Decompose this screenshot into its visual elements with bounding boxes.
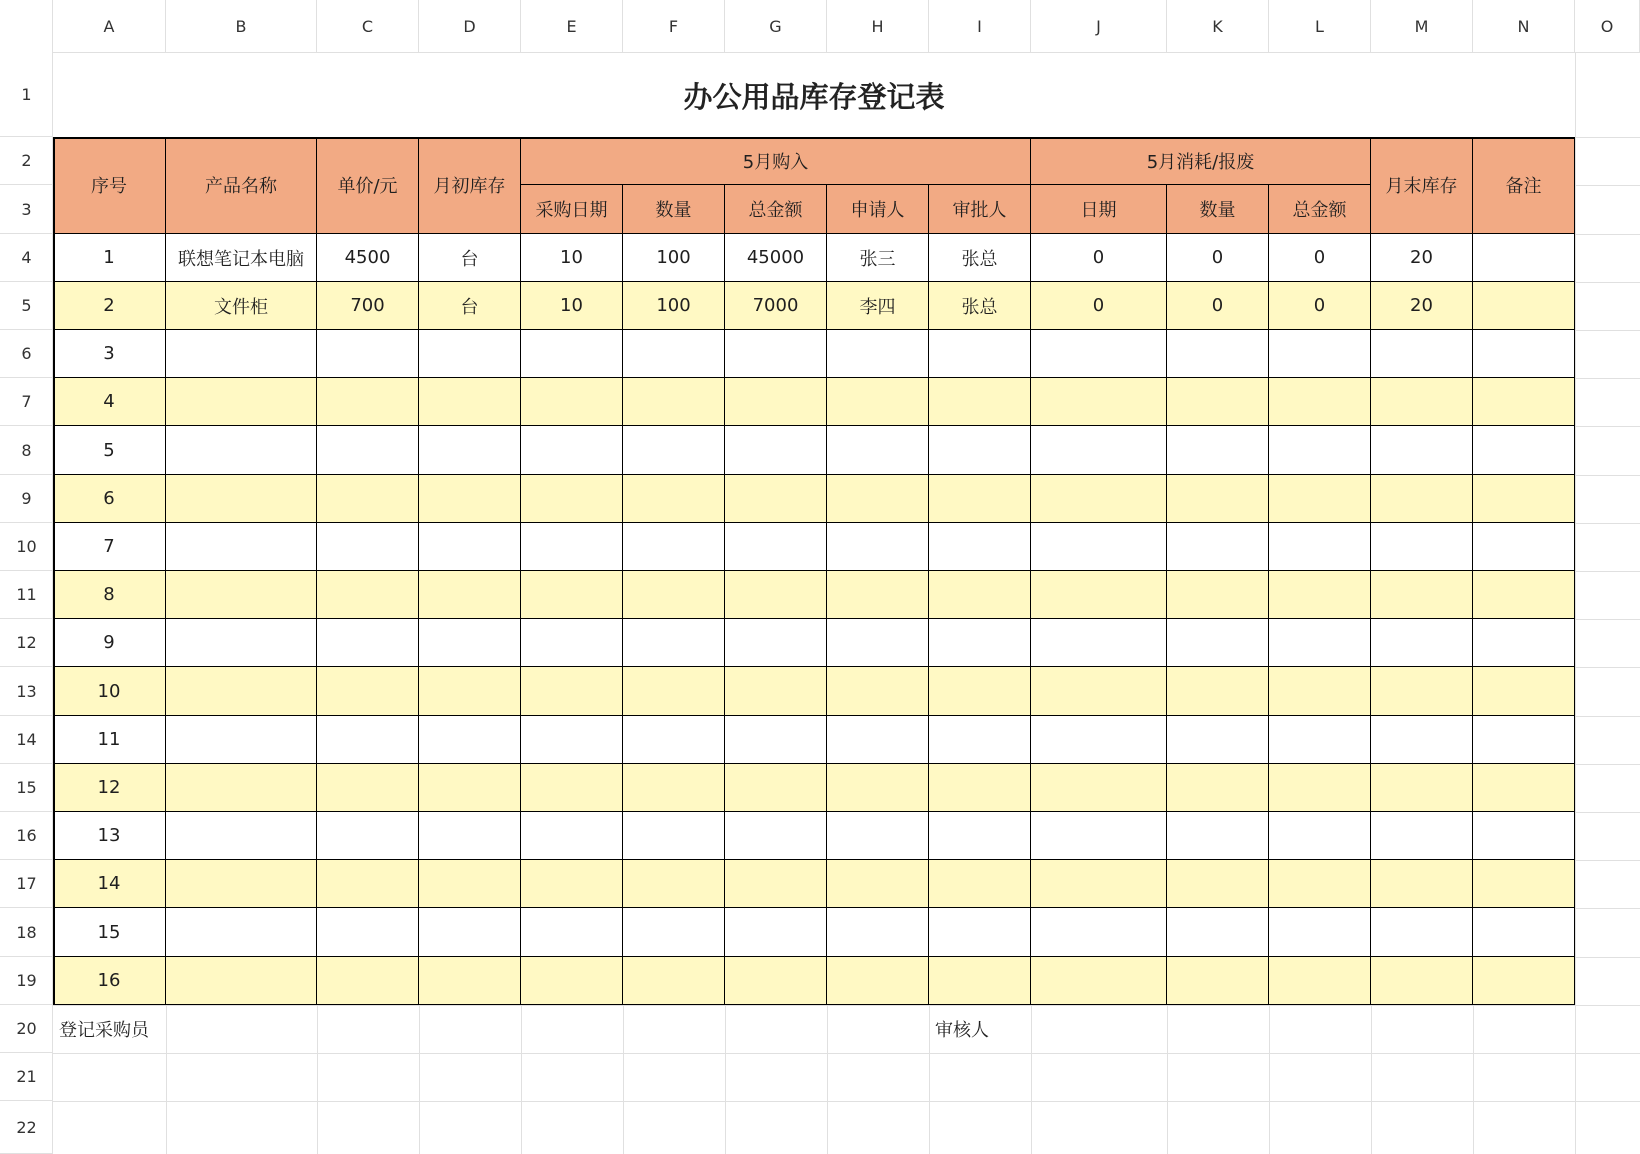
table-cell-seq[interactable]: 14: [53, 860, 166, 908]
table-cell-consume-qty[interactable]: [1167, 619, 1269, 667]
table-cell-consume-date[interactable]: 0: [1031, 234, 1167, 282]
table-cell-product[interactable]: [166, 619, 317, 667]
header-remark[interactable]: 备注: [1473, 137, 1575, 234]
table-cell-price[interactable]: [317, 764, 419, 812]
table-cell-applicant[interactable]: [827, 571, 929, 619]
table-cell-consume-date[interactable]: [1031, 716, 1167, 764]
table-cell-consume-qty[interactable]: [1167, 957, 1269, 1005]
table-cell-product[interactable]: [166, 523, 317, 571]
column-header-a[interactable]: A: [53, 0, 166, 53]
table-cell-remark[interactable]: [1473, 860, 1575, 908]
table-cell-consume-date[interactable]: [1031, 571, 1167, 619]
table-cell-purchase-qty[interactable]: [623, 957, 725, 1005]
table-cell-price[interactable]: [317, 330, 419, 378]
table-cell-closing-stock[interactable]: [1371, 716, 1473, 764]
table-cell-opening[interactable]: [419, 619, 521, 667]
header-closing-stock[interactable]: 月末库存: [1371, 137, 1473, 234]
table-cell-seq[interactable]: 15: [53, 908, 166, 957]
table-cell-product[interactable]: [166, 571, 317, 619]
row-header-13[interactable]: 13: [0, 667, 53, 716]
table-cell-purchase-date[interactable]: [521, 426, 623, 475]
table-cell-consume-total[interactable]: [1269, 426, 1371, 475]
table-cell-remark[interactable]: [1473, 571, 1575, 619]
table-cell-price[interactable]: [317, 860, 419, 908]
table-cell-seq[interactable]: 5: [53, 426, 166, 475]
column-header-g[interactable]: G: [725, 0, 827, 53]
table-cell-purchase-date[interactable]: [521, 475, 623, 523]
table-cell-price[interactable]: [317, 812, 419, 860]
table-cell-purchase-total[interactable]: [725, 619, 827, 667]
table-cell-closing-stock[interactable]: [1371, 860, 1473, 908]
table-cell-consume-qty[interactable]: [1167, 716, 1269, 764]
table-cell-consume-total[interactable]: [1269, 619, 1371, 667]
table-cell-consume-date[interactable]: [1031, 860, 1167, 908]
table-cell-consume-total[interactable]: 0: [1269, 234, 1371, 282]
table-cell-purchase-total[interactable]: [725, 330, 827, 378]
table-cell-closing-stock[interactable]: [1371, 764, 1473, 812]
table-cell-remark[interactable]: [1473, 764, 1575, 812]
table-cell-purchase-qty[interactable]: [623, 571, 725, 619]
table-cell-consume-total[interactable]: [1269, 908, 1371, 957]
column-header-f[interactable]: F: [623, 0, 725, 53]
table-cell-seq[interactable]: 12: [53, 764, 166, 812]
row-header-14[interactable]: 14: [0, 716, 53, 764]
table-cell-purchase-total[interactable]: [725, 571, 827, 619]
table-cell-purchase-date[interactable]: [521, 812, 623, 860]
table-cell-remark[interactable]: [1473, 957, 1575, 1005]
table-cell-opening[interactable]: [419, 764, 521, 812]
table-cell-approver[interactable]: [929, 426, 1031, 475]
table-cell-seq[interactable]: 13: [53, 812, 166, 860]
column-header-n[interactable]: N: [1473, 0, 1575, 53]
column-header-h[interactable]: H: [827, 0, 929, 53]
table-cell-consume-total[interactable]: [1269, 571, 1371, 619]
table-cell-consume-date[interactable]: [1031, 475, 1167, 523]
grid-line-v: [1575, 53, 1576, 1154]
table-cell-seq[interactable]: 8: [53, 571, 166, 619]
table-cell-price[interactable]: [317, 523, 419, 571]
column-header-b[interactable]: B: [166, 0, 317, 53]
table-cell-consume-qty[interactable]: [1167, 571, 1269, 619]
table-cell-purchase-qty[interactable]: [623, 908, 725, 957]
table-cell-product[interactable]: [166, 378, 317, 426]
table-cell-opening[interactable]: [419, 330, 521, 378]
table-cell-price[interactable]: [317, 571, 419, 619]
table-cell-purchase-total[interactable]: [725, 426, 827, 475]
table-cell-price[interactable]: 700: [317, 282, 419, 330]
table-cell-purchase-qty[interactable]: [623, 330, 725, 378]
table-cell-purchase-date[interactable]: [521, 957, 623, 1005]
table-cell-product[interactable]: [166, 957, 317, 1005]
table-cell-consume-total[interactable]: [1269, 764, 1371, 812]
table-cell-applicant[interactable]: [827, 426, 929, 475]
table-cell-applicant[interactable]: [827, 957, 929, 1005]
table-cell-seq[interactable]: 9: [53, 619, 166, 667]
table-cell-opening[interactable]: [419, 571, 521, 619]
table-cell-applicant[interactable]: 张三: [827, 234, 929, 282]
column-header-d[interactable]: D: [419, 0, 521, 53]
table-cell-remark[interactable]: [1473, 234, 1575, 282]
row-header-4[interactable]: 4: [0, 234, 53, 282]
table-cell-applicant[interactable]: [827, 764, 929, 812]
table-cell-consume-date[interactable]: [1031, 619, 1167, 667]
table-cell-purchase-total[interactable]: [725, 764, 827, 812]
table-cell-purchase-qty[interactable]: [623, 475, 725, 523]
table-cell-opening[interactable]: 台: [419, 282, 521, 330]
table-cell-opening[interactable]: [419, 812, 521, 860]
grid-line-h: [53, 1101, 1640, 1102]
column-header-l[interactable]: L: [1269, 0, 1371, 53]
table-cell-price[interactable]: [317, 908, 419, 957]
table-cell-closing-stock[interactable]: [1371, 571, 1473, 619]
table-cell-applicant[interactable]: [827, 523, 929, 571]
table-border-top: [53, 137, 1575, 139]
table-cell-approver[interactable]: [929, 812, 1031, 860]
table-cell-purchase-date[interactable]: [521, 716, 623, 764]
table-cell-opening[interactable]: [419, 426, 521, 475]
row-header-16[interactable]: 16: [0, 812, 53, 860]
table-cell-seq[interactable]: 6: [53, 475, 166, 523]
header-purchase-date[interactable]: 采购日期: [521, 185, 623, 234]
table-cell-purchase-qty[interactable]: [623, 667, 725, 716]
header-approver[interactable]: 审批人: [929, 185, 1031, 234]
grid-line-h: [53, 1005, 1640, 1006]
row-header-17[interactable]: 17: [0, 860, 53, 908]
table-cell-consume-qty[interactable]: [1167, 764, 1269, 812]
table-cell-purchase-qty[interactable]: [623, 716, 725, 764]
table-cell-product[interactable]: [166, 860, 317, 908]
table-cell-consume-date[interactable]: [1031, 667, 1167, 716]
row-header-3[interactable]: 3: [0, 185, 53, 234]
column-header-j[interactable]: J: [1031, 0, 1167, 53]
table-cell-price[interactable]: [317, 619, 419, 667]
table-cell-seq[interactable]: 4: [53, 378, 166, 426]
table-cell-opening[interactable]: [419, 378, 521, 426]
table-cell-opening[interactable]: [419, 908, 521, 957]
table-cell-consume-total[interactable]: [1269, 475, 1371, 523]
table-cell-remark[interactable]: [1473, 282, 1575, 330]
table-cell-consume-total[interactable]: 0: [1269, 282, 1371, 330]
table-cell-consume-date[interactable]: [1031, 378, 1167, 426]
header-consume-date[interactable]: 日期: [1031, 185, 1167, 234]
table-cell-opening[interactable]: 台: [419, 234, 521, 282]
table-cell-purchase-qty[interactable]: [623, 812, 725, 860]
table-cell-closing-stock[interactable]: 20: [1371, 234, 1473, 282]
header-purchase-total[interactable]: 总金额: [725, 185, 827, 234]
table-cell-consume-total[interactable]: [1269, 716, 1371, 764]
reviewer-label: 审核人: [935, 1020, 989, 1041]
table-cell-applicant[interactable]: [827, 475, 929, 523]
table-cell-approver[interactable]: [929, 330, 1031, 378]
table-cell-closing-stock[interactable]: [1371, 908, 1473, 957]
table-cell-product[interactable]: [166, 716, 317, 764]
table-cell-opening[interactable]: [419, 860, 521, 908]
table-cell-consume-qty[interactable]: [1167, 426, 1269, 475]
header-consume-total[interactable]: 总金额: [1269, 185, 1371, 234]
table-cell-opening[interactable]: [419, 716, 521, 764]
header-may-purchase[interactable]: 5月购入: [521, 137, 1031, 185]
row-header-9[interactable]: 9: [0, 475, 53, 523]
table-cell-purchase-qty[interactable]: 100: [623, 234, 725, 282]
row-header-6[interactable]: 6: [0, 330, 53, 378]
table-cell-consume-date[interactable]: [1031, 957, 1167, 1005]
table-cell-product[interactable]: [166, 667, 317, 716]
table-cell-seq[interactable]: 7: [53, 523, 166, 571]
table-cell-consume-qty[interactable]: 0: [1167, 282, 1269, 330]
table-cell-applicant[interactable]: [827, 860, 929, 908]
column-header-e[interactable]: E: [521, 0, 623, 53]
table-cell-closing-stock[interactable]: 20: [1371, 282, 1473, 330]
table-cell-remark[interactable]: [1473, 426, 1575, 475]
table-cell-remark[interactable]: [1473, 812, 1575, 860]
table-cell-approver[interactable]: [929, 908, 1031, 957]
table-cell-remark[interactable]: [1473, 378, 1575, 426]
row-header-11[interactable]: 11: [0, 571, 53, 619]
table-cell-purchase-total[interactable]: [725, 475, 827, 523]
table-cell-consume-date[interactable]: [1031, 523, 1167, 571]
row-header-1[interactable]: 1: [0, 53, 53, 137]
table-cell-opening[interactable]: [419, 957, 521, 1005]
row-header-20[interactable]: 20: [0, 1005, 53, 1053]
table-cell-product[interactable]: [166, 426, 317, 475]
table-cell-product[interactable]: [166, 812, 317, 860]
grid-line-h: [53, 1053, 1640, 1054]
header-unit-price[interactable]: 单价/元: [317, 137, 419, 234]
table-cell-closing-stock[interactable]: [1371, 378, 1473, 426]
table-cell-consume-qty[interactable]: [1167, 908, 1269, 957]
table-cell-purchase-qty[interactable]: [623, 619, 725, 667]
table-cell-consume-qty[interactable]: [1167, 812, 1269, 860]
table-cell-remark[interactable]: [1473, 330, 1575, 378]
table-cell-purchase-total[interactable]: [725, 667, 827, 716]
table-cell-remark[interactable]: [1473, 667, 1575, 716]
table-cell-applicant[interactable]: [827, 812, 929, 860]
table-cell-consume-qty[interactable]: [1167, 523, 1269, 571]
row-header-5[interactable]: 5: [0, 282, 53, 330]
table-cell-consume-total[interactable]: [1269, 957, 1371, 1005]
table-cell-purchase-date[interactable]: [521, 667, 623, 716]
table-cell-closing-stock[interactable]: [1371, 667, 1473, 716]
table-cell-product[interactable]: [166, 475, 317, 523]
table-cell-price[interactable]: [317, 475, 419, 523]
table-cell-consume-qty[interactable]: [1167, 475, 1269, 523]
table-cell-consume-total[interactable]: [1269, 860, 1371, 908]
table-cell-price[interactable]: [317, 378, 419, 426]
table-cell-price[interactable]: [317, 957, 419, 1005]
table-cell-consume-total[interactable]: [1269, 812, 1371, 860]
column-header-o[interactable]: O: [1575, 0, 1640, 53]
table-border-left: [53, 137, 55, 1005]
table-cell-seq[interactable]: 2: [53, 282, 166, 330]
table-cell-closing-stock[interactable]: [1371, 475, 1473, 523]
table-cell-consume-qty[interactable]: [1167, 860, 1269, 908]
table-cell-purchase-date[interactable]: 10: [521, 234, 623, 282]
header-consume-qty[interactable]: 数量: [1167, 185, 1269, 234]
table-cell-product[interactable]: 联想笔记本电脑: [166, 234, 317, 282]
row-header-2[interactable]: 2: [0, 137, 53, 185]
table-cell-consume-qty[interactable]: 0: [1167, 234, 1269, 282]
table-cell-consume-total[interactable]: [1269, 330, 1371, 378]
table-cell-approver[interactable]: 张总: [929, 282, 1031, 330]
table-cell-seq[interactable]: 16: [53, 957, 166, 1005]
row-header-22[interactable]: 22: [0, 1101, 53, 1154]
table-cell-applicant[interactable]: [827, 716, 929, 764]
table-cell-product[interactable]: [166, 908, 317, 957]
table-cell-approver[interactable]: [929, 716, 1031, 764]
row-header-15[interactable]: 15: [0, 764, 53, 812]
table-cell-opening[interactable]: [419, 667, 521, 716]
table-cell-price[interactable]: 4500: [317, 234, 419, 282]
table-cell-purchase-date[interactable]: [521, 523, 623, 571]
table-cell-purchase-date[interactable]: 10: [521, 282, 623, 330]
table-cell-product[interactable]: [166, 330, 317, 378]
column-header-m[interactable]: M: [1371, 0, 1473, 53]
table-cell-consume-total[interactable]: [1269, 667, 1371, 716]
table-cell-purchase-date[interactable]: [521, 619, 623, 667]
table-cell-purchase-date[interactable]: [521, 860, 623, 908]
table-cell-purchase-date[interactable]: [521, 378, 623, 426]
table-cell-approver[interactable]: [929, 378, 1031, 426]
table-cell-remark[interactable]: [1473, 716, 1575, 764]
table-cell-remark[interactable]: [1473, 523, 1575, 571]
table-cell-purchase-date[interactable]: [521, 764, 623, 812]
table-cell-applicant[interactable]: [827, 619, 929, 667]
column-header-i[interactable]: I: [929, 0, 1031, 53]
table-cell-purchase-qty[interactable]: [623, 860, 725, 908]
table-cell-consume-total[interactable]: [1269, 523, 1371, 571]
table-cell-purchase-date[interactable]: [521, 571, 623, 619]
table-cell-purchase-total[interactable]: 7000: [725, 282, 827, 330]
table-cell-closing-stock[interactable]: [1371, 523, 1473, 571]
table-cell-closing-stock[interactable]: [1371, 330, 1473, 378]
table-cell-approver[interactable]: [929, 860, 1031, 908]
table-cell-applicant[interactable]: [827, 667, 929, 716]
row-header-18[interactable]: 18: [0, 908, 53, 957]
table-cell-purchase-qty[interactable]: 100: [623, 282, 725, 330]
header-purchase-qty[interactable]: 数量: [623, 185, 725, 234]
header-opening-stock[interactable]: 月初库存: [419, 137, 521, 234]
table-cell-closing-stock[interactable]: [1371, 812, 1473, 860]
table-cell-purchase-date[interactable]: [521, 330, 623, 378]
row-header-21[interactable]: 21: [0, 1053, 53, 1101]
header-may-consumption[interactable]: 5月消耗/报废: [1031, 137, 1371, 185]
table-cell-purchase-total[interactable]: [725, 908, 827, 957]
table-cell-remark[interactable]: [1473, 908, 1575, 957]
table-cell-purchase-qty[interactable]: [623, 426, 725, 475]
table-cell-seq[interactable]: 1: [53, 234, 166, 282]
table-cell-price[interactable]: [317, 426, 419, 475]
title-cell: 办公用品库存登记表: [53, 53, 1575, 137]
column-header-c[interactable]: C: [317, 0, 419, 53]
row-header-7[interactable]: 7: [0, 378, 53, 426]
table-cell-purchase-date[interactable]: [521, 908, 623, 957]
table-cell-closing-stock[interactable]: [1371, 957, 1473, 1005]
table-cell-product[interactable]: [166, 764, 317, 812]
column-header-k[interactable]: K: [1167, 0, 1269, 53]
table-cell-purchase-total[interactable]: [725, 860, 827, 908]
table-cell-approver[interactable]: [929, 764, 1031, 812]
table-cell-purchase-qty[interactable]: [623, 523, 725, 571]
table-cell-consume-date[interactable]: [1031, 908, 1167, 957]
table-cell-applicant[interactable]: [827, 908, 929, 957]
table-cell-approver[interactable]: [929, 667, 1031, 716]
table-cell-approver[interactable]: [929, 957, 1031, 1005]
table-cell-consume-date[interactable]: [1031, 426, 1167, 475]
row-header-12[interactable]: 12: [0, 619, 53, 667]
table-cell-seq[interactable]: 3: [53, 330, 166, 378]
table-cell-price[interactable]: [317, 667, 419, 716]
table-cell-consume-date[interactable]: [1031, 764, 1167, 812]
table-cell-purchase-qty[interactable]: [623, 378, 725, 426]
table-cell-product[interactable]: 文件柜: [166, 282, 317, 330]
table-cell-applicant[interactable]: [827, 378, 929, 426]
table-cell-closing-stock[interactable]: [1371, 426, 1473, 475]
table-cell-seq[interactable]: 10: [53, 667, 166, 716]
row-header-8[interactable]: 8: [0, 426, 53, 475]
table-cell-consume-qty[interactable]: [1167, 330, 1269, 378]
table-cell-consume-date[interactable]: 0: [1031, 282, 1167, 330]
table-cell-opening[interactable]: [419, 475, 521, 523]
registrar-label: 登记采购员: [59, 1020, 149, 1041]
header-product-name[interactable]: 产品名称: [166, 137, 317, 234]
table-cell-consume-total[interactable]: [1269, 378, 1371, 426]
table-cell-consume-qty[interactable]: [1167, 667, 1269, 716]
table-cell-purchase-qty[interactable]: [623, 764, 725, 812]
table-cell-applicant[interactable]: 李四: [827, 282, 929, 330]
table-cell-approver[interactable]: [929, 475, 1031, 523]
table-cell-approver[interactable]: [929, 523, 1031, 571]
table-cell-approver[interactable]: [929, 571, 1031, 619]
row-header-10[interactable]: 10: [0, 523, 53, 571]
table-cell-consume-date[interactable]: [1031, 812, 1167, 860]
table-cell-purchase-total[interactable]: [725, 378, 827, 426]
table-cell-opening[interactable]: [419, 523, 521, 571]
table-cell-purchase-total[interactable]: 45000: [725, 234, 827, 282]
table-cell-consume-date[interactable]: [1031, 330, 1167, 378]
row-header-19[interactable]: 19: [0, 957, 53, 1005]
header-seq[interactable]: 序号: [53, 137, 166, 234]
table-cell-applicant[interactable]: [827, 330, 929, 378]
table-cell-remark[interactable]: [1473, 619, 1575, 667]
table-cell-price[interactable]: [317, 716, 419, 764]
table-cell-purchase-total[interactable]: [725, 812, 827, 860]
table-cell-consume-qty[interactable]: [1167, 378, 1269, 426]
table-cell-closing-stock[interactable]: [1371, 619, 1473, 667]
table-cell-remark[interactable]: [1473, 475, 1575, 523]
table-cell-seq[interactable]: 11: [53, 716, 166, 764]
table-cell-purchase-total[interactable]: [725, 716, 827, 764]
table-cell-approver[interactable]: 张总: [929, 234, 1031, 282]
table-cell-approver[interactable]: [929, 619, 1031, 667]
table-cell-purchase-total[interactable]: [725, 957, 827, 1005]
table-cell-purchase-total[interactable]: [725, 523, 827, 571]
header-applicant[interactable]: 申请人: [827, 185, 929, 234]
